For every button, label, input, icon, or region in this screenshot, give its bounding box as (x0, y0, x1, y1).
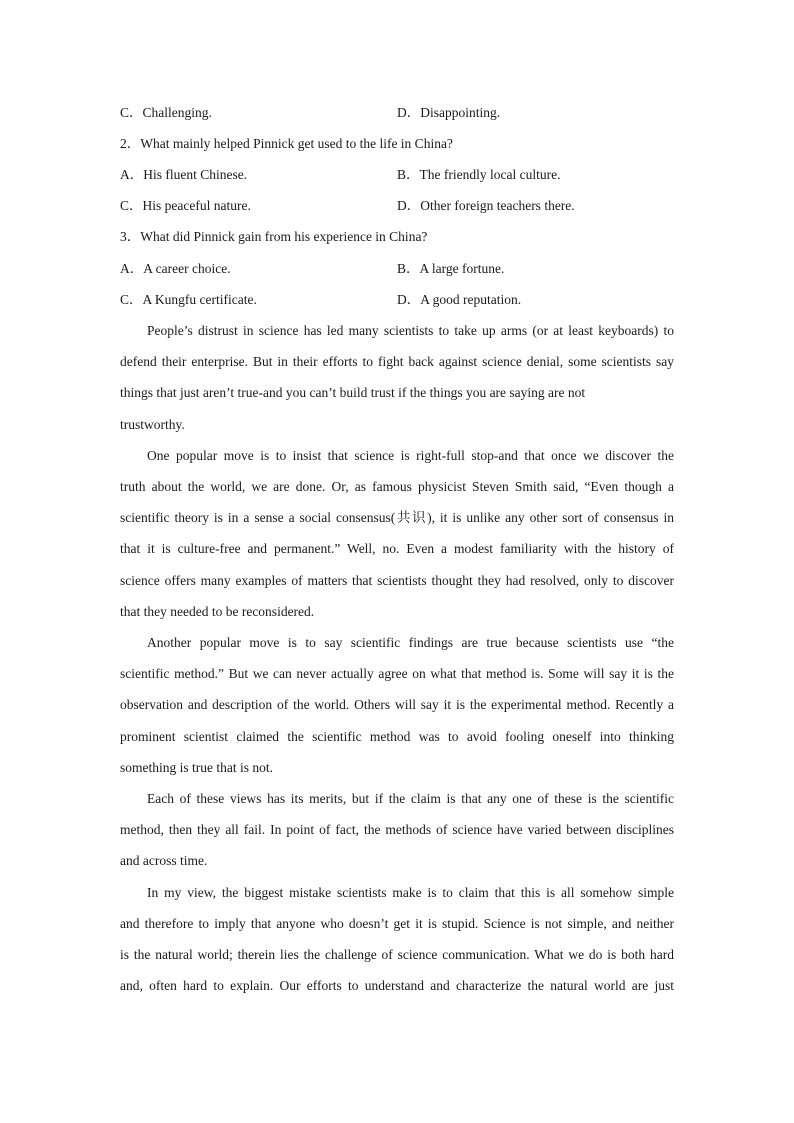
passage-p1-line: People’s distrust in science has led many scientists to take up arms (or at least keyboards) to (147, 323, 674, 338)
passage-p2-line: truth about the world, we are done. Or, as famous physicist Steven Smith said, “Even though a (120, 479, 674, 494)
q2-stem: 2．What mainly helped Pinnick get used to the life in China? (120, 136, 453, 151)
passage-p1-line: trustworthy. (120, 417, 185, 432)
q1-option-d: D．Disappointing. (397, 105, 501, 120)
passage-p5-line: and, often hard to explain. Our efforts to understand and characterize the natural world are just (120, 978, 674, 993)
passage-p3-line: Another popular move is to say scientific findings are true because scientists use “the (147, 635, 674, 650)
passage-p5-line: and therefore to imply that anyone who doesn’t get it is stupid. Science is not simple, and neither (120, 916, 674, 931)
passage-p4-line: and across time. (120, 853, 208, 868)
passage-p2-line: One popular move is to insist that science is right-full stop-and that once we discover the (147, 448, 674, 463)
passage-p2-line: scientific theory is in a sense a social consensus(共识), it is unlike any other sort of consensus in (120, 510, 674, 525)
passage-p4-line: method, then they all fail. In point of fact, the methods of science have varied between disciplines (120, 822, 674, 837)
passage-p5-line: In my view, the biggest mistake scientists make is to claim that this is all somehow simple (147, 885, 674, 900)
q3-option-b: B．A large fortune. (397, 261, 505, 276)
passage-p1-line: defend their enterprise. But in their efforts to fight back against science denial, some scientists say (120, 354, 674, 369)
q1-option-c: C．Challenging. (120, 105, 212, 120)
q3-option-c: C．A Kungfu certificate. (120, 292, 257, 307)
q2-option-c: C．His peaceful nature. (120, 198, 251, 213)
passage-p3-line: observation and description of the world. Others will say it is the experimental method. Recently a (120, 697, 674, 712)
passage-p1-line: things that just aren’t true-and you can’t build trust if the things you are saying are not (120, 385, 586, 400)
passage-p3-line: something is true that is not. (120, 760, 273, 775)
q2-option-b: B．The friendly local culture. (397, 167, 561, 182)
passage-p2-line: science offers many examples of matters that scientists thought they had resolved, only to discover (120, 573, 674, 588)
q3-option-d: D．A good reputation. (397, 292, 522, 307)
passage-p2-line: that it is culture-free and permanent.” Well, no. Even a modest familiarity with the history of (120, 541, 674, 556)
passage-p2-line: that they needed to be reconsidered. (120, 604, 315, 619)
q3-option-a: A．A career choice. (120, 261, 231, 276)
passage-p5-line: is the natural world; therein lies the challenge of science communication. What we do is both hard (120, 947, 674, 962)
q2-option-a: A．His fluent Chinese. (120, 167, 248, 182)
passage-p4-line: Each of these views has its merits, but if the claim is that any one of these is the scientific (147, 791, 674, 806)
q2-option-d: D．Other foreign teachers there. (397, 198, 575, 213)
q3-stem: 3．What did Pinnick gain from his experience in China? (120, 229, 428, 244)
passage-p3-line: scientific method.” But we can never actually agree on what that method is. Some will say it is the (120, 666, 674, 681)
passage-p3-line: prominent scientist claimed the scientific method was to avoid fooling oneself into thinking (120, 729, 674, 744)
